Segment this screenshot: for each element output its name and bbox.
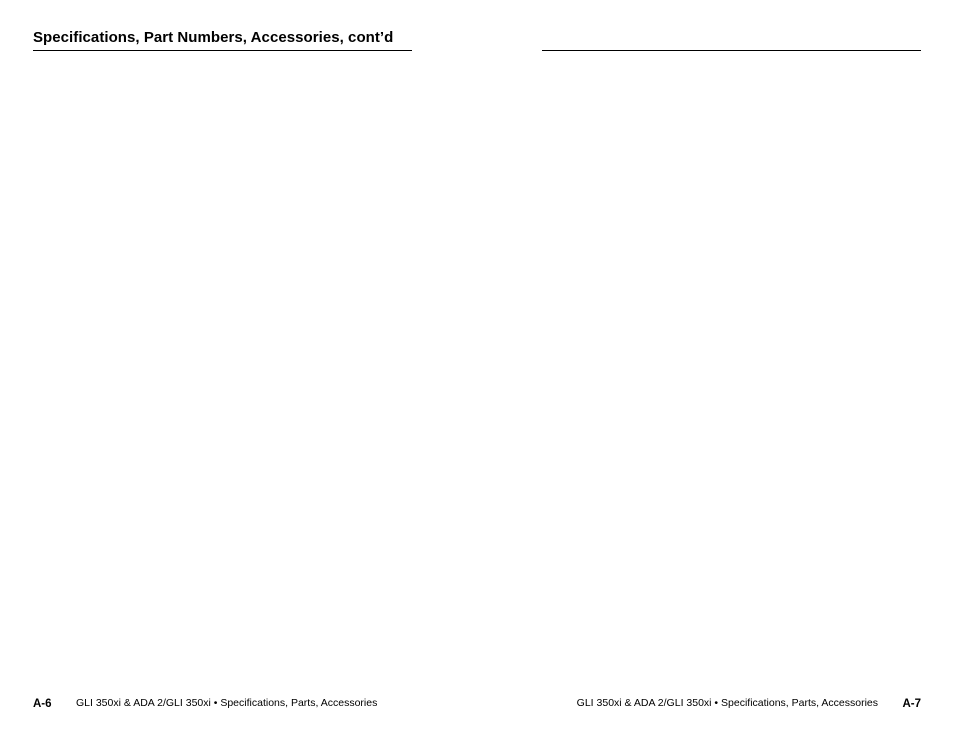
right-page: [477, 0, 954, 738]
page-number-left: A-6: [33, 698, 52, 710]
heading-rule-left: [33, 50, 412, 51]
page-number-right: A-7: [902, 698, 921, 710]
section-heading: Specifications, Part Numbers, Accessories, cont’d: [33, 29, 394, 46]
running-footer-left: GLI 350xi & ADA 2/GLI 350xi • Specifications, Parts, Accessories: [76, 697, 378, 709]
heading-rule-right: [542, 50, 921, 51]
running-footer-right: GLI 350xi & ADA 2/GLI 350xi • Specifications, Parts, Accessories: [576, 697, 878, 709]
